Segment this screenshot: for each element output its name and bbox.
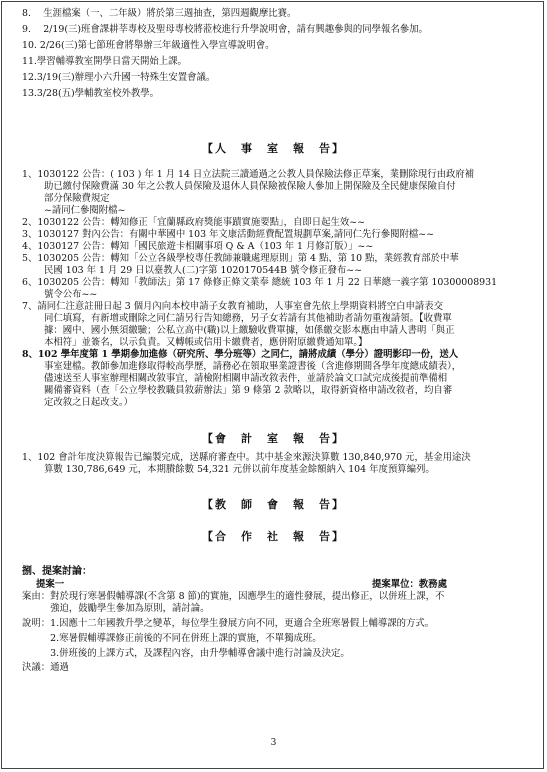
personnel-item-8-cont: 事室建檔。教師參加進修取得較高學歷，請務必在領取畢業證書後（含進修期間各學年度總成績表），: [44, 361, 462, 372]
proposal-label: 提案一: [36, 579, 65, 590]
proposals-title: 捌、提案討論：: [22, 566, 92, 577]
teachers-union-heading: 【教 師 會 報 告】: [202, 498, 345, 511]
personnel-item-2: 2、1030122 公告：轉知修正「宜蘭縣政府獎能事蹟實施要點」，自即日起生效~~: [22, 217, 365, 228]
list-item: 12.3/19(三)辦理小六升國一特殊生安置會議。: [22, 72, 216, 83]
personnel-item-1: 1、1030122 公告：( 103 ) 年 1 月 14 日立法院三讀通過之公教人員保險法修正草案，業刪除現行由政府補: [22, 169, 475, 180]
proposal-explain: 說明：1.因應十二年國教升學之變革，每位學生發展方向不同，更適合全班寒暑假上輔導課的方式。: [22, 618, 435, 629]
list-item: 8. 生涯檔案（一、二年級）將於第三週抽查，第四週觀摩比賽。: [22, 8, 297, 19]
page-number: 3: [270, 738, 277, 748]
personnel-item-8-cont: 關備審資料（查「公立學校教職員敘薪辦法」第 9 條第 2 款略以，取得新資格申請改敘者，均自審: [44, 385, 453, 396]
personnel-item-8-cont: 儘速送至人事室辦理相關改敘事宜，請檢附相關申請改敘表件，並請於論文口試完成後提前準備相: [44, 373, 448, 384]
personnel-item-6-cont: 號令公布~~: [44, 289, 98, 300]
personnel-item-7-cont: 同仁填寫，有新增或刪除之同仁請另行告知總務，另子女若請有其他補助者請勿重複請領。【收費單: [44, 313, 452, 324]
personnel-item-6: 6、1030205 公告：轉知「教師法」第 17 條修正條文業奉 總統 103 年 1 月 22 日華總一義字第 10300008931: [22, 277, 498, 288]
proposal-unit: 提案單位：教務處: [372, 579, 448, 590]
list-item: 13.3/28(五)學輔教室校外教學。: [22, 88, 160, 99]
accounting-item-1: 1、102 會計年度決算報告已編製完成，送縣府審查中。其中基金來源決算數 130,840,970 元，基金用途決: [22, 452, 471, 463]
personnel-heading: 【人 事 室 報 告】: [202, 142, 345, 155]
list-item: 11.學習輔導教室開學日當天開始上課。: [22, 56, 187, 67]
personnel-item-1-note: ~請同仁參閱附檔~: [44, 205, 126, 216]
personnel-item-8-cont: 定改敘之日起改支。）: [44, 397, 134, 408]
accounting-item-1-cont: 算數 130,786,649 元，本期賸餘數 54,321 元併以前年度基金餘額納入 104 年度預算編列。: [44, 464, 435, 475]
personnel-item-7-cont: 據：國中、國小無須繳驗；公私立高中(職)以上繳驗收費單據，如係繳交影本應由申請人書明「與正: [44, 325, 455, 336]
personnel-item-1-cont: 部分保險費規定: [44, 193, 110, 204]
personnel-item-8: 8、102 學年度第 1 學期參加進修（研究所、學分班等）之同仁，請將成績（學分）證明影印一份，送人: [22, 349, 459, 360]
list-item: 10. 2/26(三)第七節班會將舉辦三年級適性入學宣導說明會。: [22, 40, 275, 51]
personnel-item-1-cont: 助已繳付保險費滿 30 年之公教人員保險及退休人員保險被保險人參加上開保險及全民健康保險自付: [44, 181, 456, 192]
personnel-item-5-cont: 民國 103 年 1 月 29 日以臺教人(二)字第 1020170544B 號令修正發布~~: [44, 265, 362, 276]
personnel-item-4: 4、1030127 公告：轉知「國民旅遊卡相關事項 Q & A（103 年 1 月修訂版）」~~: [22, 241, 374, 252]
proposal-resolution: 決議：通過: [22, 662, 69, 673]
coop-heading: 【合 作 社 報 告】: [202, 530, 345, 543]
proposal-explain-cont: 3.併班後的上課方式，及課程內容，由升學輔導會議中進行討論及決定。: [22, 648, 350, 659]
personnel-item-7-cont: 本相符」並簽名，以示負責。又轉帳或信用卡繳費者，應併附原繳費通知單。】: [44, 337, 368, 348]
list-item: 9. 2/19(三)班會課耕莘專校及聖母專校將蒞校進行升學說明會，請有興趣參與的同學報名參加。: [22, 24, 428, 35]
proposal-case-cont: 強迫，鼓勵學生參加為原則，請討論。: [22, 603, 210, 614]
personnel-item-3: 3、1030127 對內公告：有關中華國中 103 年文康活動經費配置規劃草案,請同仁先行參閱附檔~~: [22, 229, 434, 240]
proposal-case: 案由：對於現行寒暑假輔導課(不含第 8 節)的實施，因應學生的適性發展，提出修正，以併班上課，不: [22, 591, 445, 602]
personnel-item-5: 5、1030205 公告：轉知「公立各級學校專任教師兼職處理原則」第 4 點、第 10 點，業經教育部於中華: [22, 253, 459, 264]
proposal-explain-cont: 2.寒暑假輔導課修正前後的不同在併班上課的實施，不單獨成班。: [22, 633, 322, 644]
accounting-heading: 【會 計 室 報 告】: [202, 432, 345, 445]
personnel-item-7: 7、請同仁注意註冊日起 3 個月內向本校申請子女教育補助，人事室會先依上學期資料將空白申請表交: [22, 301, 444, 312]
